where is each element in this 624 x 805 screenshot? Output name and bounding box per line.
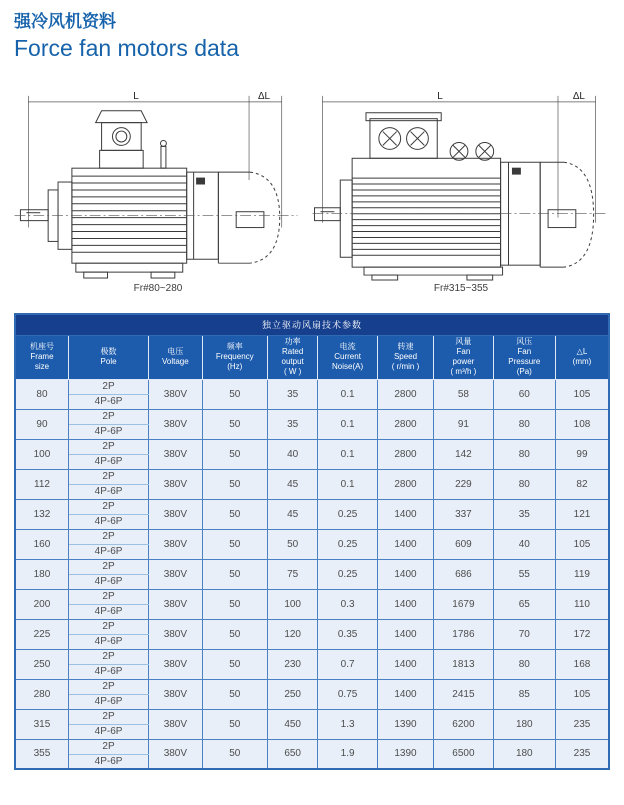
cell-current: 0.35 — [318, 619, 377, 649]
cell-frequency: 50 — [202, 439, 267, 469]
cell-pole-2p: 2P — [68, 409, 148, 424]
cell-pole-4p6p: 4P-6P — [68, 394, 148, 409]
cell-pole-4p6p: 4P-6P — [68, 574, 148, 589]
col-header-fan-power: 风量 Fan power ( m³/h ) — [434, 335, 493, 379]
cell-current: 0.1 — [318, 409, 377, 439]
cell-speed: 2800 — [377, 439, 433, 469]
cell-delta-l: 105 — [555, 529, 609, 559]
cell-voltage: 380V — [149, 559, 202, 589]
cell-voltage: 380V — [149, 649, 202, 679]
cell-frequency: 50 — [202, 709, 267, 739]
cell-pole-2p: 2P — [68, 709, 148, 724]
cell-fan-power: 337 — [434, 499, 493, 529]
cell-pole-2p: 2P — [68, 649, 148, 664]
cell-delta-l: 168 — [555, 649, 609, 679]
cell-delta-l: 105 — [555, 379, 609, 409]
cell-current: 1.3 — [318, 709, 377, 739]
cell-fan-pressure: 80 — [493, 469, 555, 499]
cell-current: 0.25 — [318, 499, 377, 529]
cell-speed: 1390 — [377, 739, 433, 769]
cell-rated-output: 100 — [267, 589, 317, 619]
cell-rated-output: 450 — [267, 709, 317, 739]
motor-diagram-small — [14, 89, 302, 281]
cell-rated-output: 45 — [267, 499, 317, 529]
cell-current: 0.1 — [318, 439, 377, 469]
cell-rated-output: 50 — [267, 529, 317, 559]
cell-rated-output: 120 — [267, 619, 317, 649]
table-row — [15, 529, 609, 544]
table-row — [15, 739, 609, 754]
cell-pole-4p6p: 4P-6P — [68, 514, 148, 529]
cell-current: 0.25 — [318, 529, 377, 559]
cell-speed: 2800 — [377, 379, 433, 409]
fan-data-table-wrap — [14, 313, 610, 770]
cell-delta-l: 235 — [555, 709, 609, 739]
cell-speed: 1400 — [377, 589, 433, 619]
table-row — [15, 469, 609, 484]
cell-fan-pressure: 180 — [493, 739, 555, 769]
motor-diagram-large — [312, 89, 610, 281]
cell-frequency: 50 — [202, 409, 267, 439]
cell-frequency: 50 — [202, 529, 267, 559]
cell-speed: 1390 — [377, 709, 433, 739]
cell-delta-l: 119 — [555, 559, 609, 589]
cell-frame-size: 200 — [15, 589, 68, 619]
cell-frame-size: 225 — [15, 619, 68, 649]
cell-voltage: 380V — [149, 679, 202, 709]
cell-frequency: 50 — [202, 469, 267, 499]
cell-fan-pressure: 40 — [493, 529, 555, 559]
cell-delta-l: 110 — [555, 589, 609, 619]
table-row — [15, 619, 609, 634]
cell-fan-power: 6200 — [434, 709, 493, 739]
cell-current: 0.25 — [318, 559, 377, 589]
cell-frequency: 50 — [202, 739, 267, 769]
cell-pole-2p: 2P — [68, 589, 148, 604]
cell-rated-output: 35 — [267, 409, 317, 439]
cell-voltage: 380V — [149, 739, 202, 769]
cell-fan-power: 142 — [434, 439, 493, 469]
cell-rated-output: 40 — [267, 439, 317, 469]
cell-fan-pressure: 80 — [493, 439, 555, 469]
cell-fan-power: 1679 — [434, 589, 493, 619]
cell-pole-4p6p: 4P-6P — [68, 544, 148, 559]
dim-label-delta-l: ΔL — [257, 91, 271, 103]
cell-delta-l: 235 — [555, 739, 609, 769]
cell-voltage: 380V — [149, 439, 202, 469]
table-row — [15, 709, 609, 724]
cell-rated-output: 45 — [267, 469, 317, 499]
table-body — [15, 379, 609, 769]
cell-current: 0.7 — [318, 649, 377, 679]
cell-frame-size: 100 — [15, 439, 68, 469]
cell-frequency: 50 — [202, 499, 267, 529]
cell-delta-l: 121 — [555, 499, 609, 529]
cell-frame-size: 160 — [15, 529, 68, 559]
cell-delta-l: 108 — [555, 409, 609, 439]
cell-frequency: 50 — [202, 559, 267, 589]
cell-frame-size: 90 — [15, 409, 68, 439]
cell-fan-power: 1786 — [434, 619, 493, 649]
cell-pole-2p: 2P — [68, 469, 148, 484]
cell-voltage: 380V — [149, 499, 202, 529]
figure-large-motor — [312, 89, 610, 297]
figure-caption-large: Fr#315~355 — [433, 283, 489, 295]
figure-caption-small: Fr#80~280 — [133, 283, 183, 295]
cell-speed: 1400 — [377, 679, 433, 709]
col-header-pole: 极数 Pole — [68, 335, 148, 379]
cell-pole-2p: 2P — [68, 379, 148, 394]
table-row — [15, 679, 609, 694]
cell-current: 0.1 — [318, 379, 377, 409]
col-header-voltage: 电压 Voltage — [149, 335, 202, 379]
cell-voltage: 380V — [149, 589, 202, 619]
col-header-rated-output: 功率 Rated output ( W ) — [267, 335, 317, 379]
dim-label-l: L — [437, 91, 443, 103]
col-header-speed: 转速 Speed ( r/min ) — [377, 335, 433, 379]
table-row — [15, 499, 609, 514]
cell-speed: 1400 — [377, 529, 433, 559]
page-title-chinese: 强冷风机资料 — [14, 12, 116, 31]
cell-voltage: 380V — [149, 379, 202, 409]
figure-small-motor — [14, 89, 302, 297]
cell-fan-power: 91 — [434, 409, 493, 439]
cell-fan-power: 1813 — [434, 649, 493, 679]
cell-current: 0.75 — [318, 679, 377, 709]
cell-frame-size: 112 — [15, 469, 68, 499]
cell-frame-size: 250 — [15, 649, 68, 679]
cell-speed: 1400 — [377, 559, 433, 589]
cell-speed: 1400 — [377, 619, 433, 649]
cell-fan-pressure: 55 — [493, 559, 555, 589]
cell-frequency: 50 — [202, 619, 267, 649]
cell-frame-size: 80 — [15, 379, 68, 409]
cell-pole-4p6p: 4P-6P — [68, 634, 148, 649]
table-row — [15, 559, 609, 574]
cell-current: 0.3 — [318, 589, 377, 619]
cell-rated-output: 230 — [267, 649, 317, 679]
cell-fan-power: 229 — [434, 469, 493, 499]
cell-pole-2p: 2P — [68, 499, 148, 514]
cell-rated-output: 650 — [267, 739, 317, 769]
cell-pole-2p: 2P — [68, 739, 148, 754]
dim-label-l: L — [133, 91, 139, 103]
table-row — [15, 379, 609, 394]
cell-speed: 2800 — [377, 469, 433, 499]
cell-frame-size: 315 — [15, 709, 68, 739]
cell-speed: 2800 — [377, 409, 433, 439]
table-row — [15, 409, 609, 424]
cell-pole-4p6p: 4P-6P — [68, 694, 148, 709]
cell-pole-2p: 2P — [68, 619, 148, 634]
table-row — [15, 439, 609, 454]
cell-frequency: 50 — [202, 379, 267, 409]
col-header-frequency: 频率 Frequency (Hz) — [202, 335, 267, 379]
col-header-delta-l: △L (mm) — [555, 335, 609, 379]
cell-pole-4p6p: 4P-6P — [68, 724, 148, 739]
cell-pole-4p6p: 4P-6P — [68, 754, 148, 769]
cell-pole-2p: 2P — [68, 439, 148, 454]
col-header-current: 电流 Current Noise(A) — [318, 335, 377, 379]
cell-fan-pressure: 60 — [493, 379, 555, 409]
cell-fan-pressure: 65 — [493, 589, 555, 619]
fan-data-table — [14, 313, 610, 770]
cell-pole-4p6p: 4P-6P — [68, 484, 148, 499]
cell-fan-pressure: 180 — [493, 709, 555, 739]
cell-fan-pressure: 35 — [493, 499, 555, 529]
cell-voltage: 380V — [149, 529, 202, 559]
cell-fan-power: 58 — [434, 379, 493, 409]
cell-fan-pressure: 70 — [493, 619, 555, 649]
table-caption-row — [15, 314, 609, 335]
cell-rated-output: 250 — [267, 679, 317, 709]
cell-frame-size: 132 — [15, 499, 68, 529]
cell-voltage: 380V — [149, 709, 202, 739]
cell-voltage: 380V — [149, 469, 202, 499]
cell-frame-size: 355 — [15, 739, 68, 769]
cell-frame-size: 280 — [15, 679, 68, 709]
cell-delta-l: 172 — [555, 619, 609, 649]
cell-pole-2p: 2P — [68, 529, 148, 544]
col-header-fan-pressure: 风压 Fan Pressure (Pa) — [493, 335, 555, 379]
cell-delta-l: 99 — [555, 439, 609, 469]
cell-fan-power: 686 — [434, 559, 493, 589]
cell-fan-power: 2415 — [434, 679, 493, 709]
cell-rated-output: 75 — [267, 559, 317, 589]
cell-speed: 1400 — [377, 649, 433, 679]
table-row — [15, 589, 609, 604]
cell-fan-power: 609 — [434, 529, 493, 559]
cell-voltage: 380V — [149, 619, 202, 649]
cell-fan-pressure: 85 — [493, 679, 555, 709]
cell-rated-output: 35 — [267, 379, 317, 409]
motor-diagrams-row — [14, 89, 610, 297]
dim-label-delta-l: ΔL — [572, 91, 585, 103]
table-caption: 独立驱动风扇技术参数 — [15, 314, 609, 335]
cell-pole-4p6p: 4P-6P — [68, 424, 148, 439]
table-header-row — [15, 335, 609, 379]
cell-frequency: 50 — [202, 649, 267, 679]
cell-pole-4p6p: 4P-6P — [68, 454, 148, 469]
cell-pole-4p6p: 4P-6P — [68, 604, 148, 619]
cell-fan-pressure: 80 — [493, 409, 555, 439]
table-row — [15, 649, 609, 664]
cell-pole-2p: 2P — [68, 559, 148, 574]
cell-pole-2p: 2P — [68, 679, 148, 694]
cell-speed: 1400 — [377, 499, 433, 529]
cell-frequency: 50 — [202, 679, 267, 709]
cell-fan-pressure: 80 — [493, 649, 555, 679]
cell-current: 1.9 — [318, 739, 377, 769]
cell-delta-l: 82 — [555, 469, 609, 499]
cell-voltage: 380V — [149, 409, 202, 439]
cell-frequency: 50 — [202, 589, 267, 619]
cell-fan-power: 6500 — [434, 739, 493, 769]
cell-delta-l: 105 — [555, 679, 609, 709]
cell-pole-4p6p: 4P-6P — [68, 664, 148, 679]
cell-frame-size: 180 — [15, 559, 68, 589]
cell-current: 0.1 — [318, 469, 377, 499]
page-title-english: Force fan motors data — [14, 35, 239, 62]
col-header-frame-size: 机座号 Frame size — [15, 335, 68, 379]
